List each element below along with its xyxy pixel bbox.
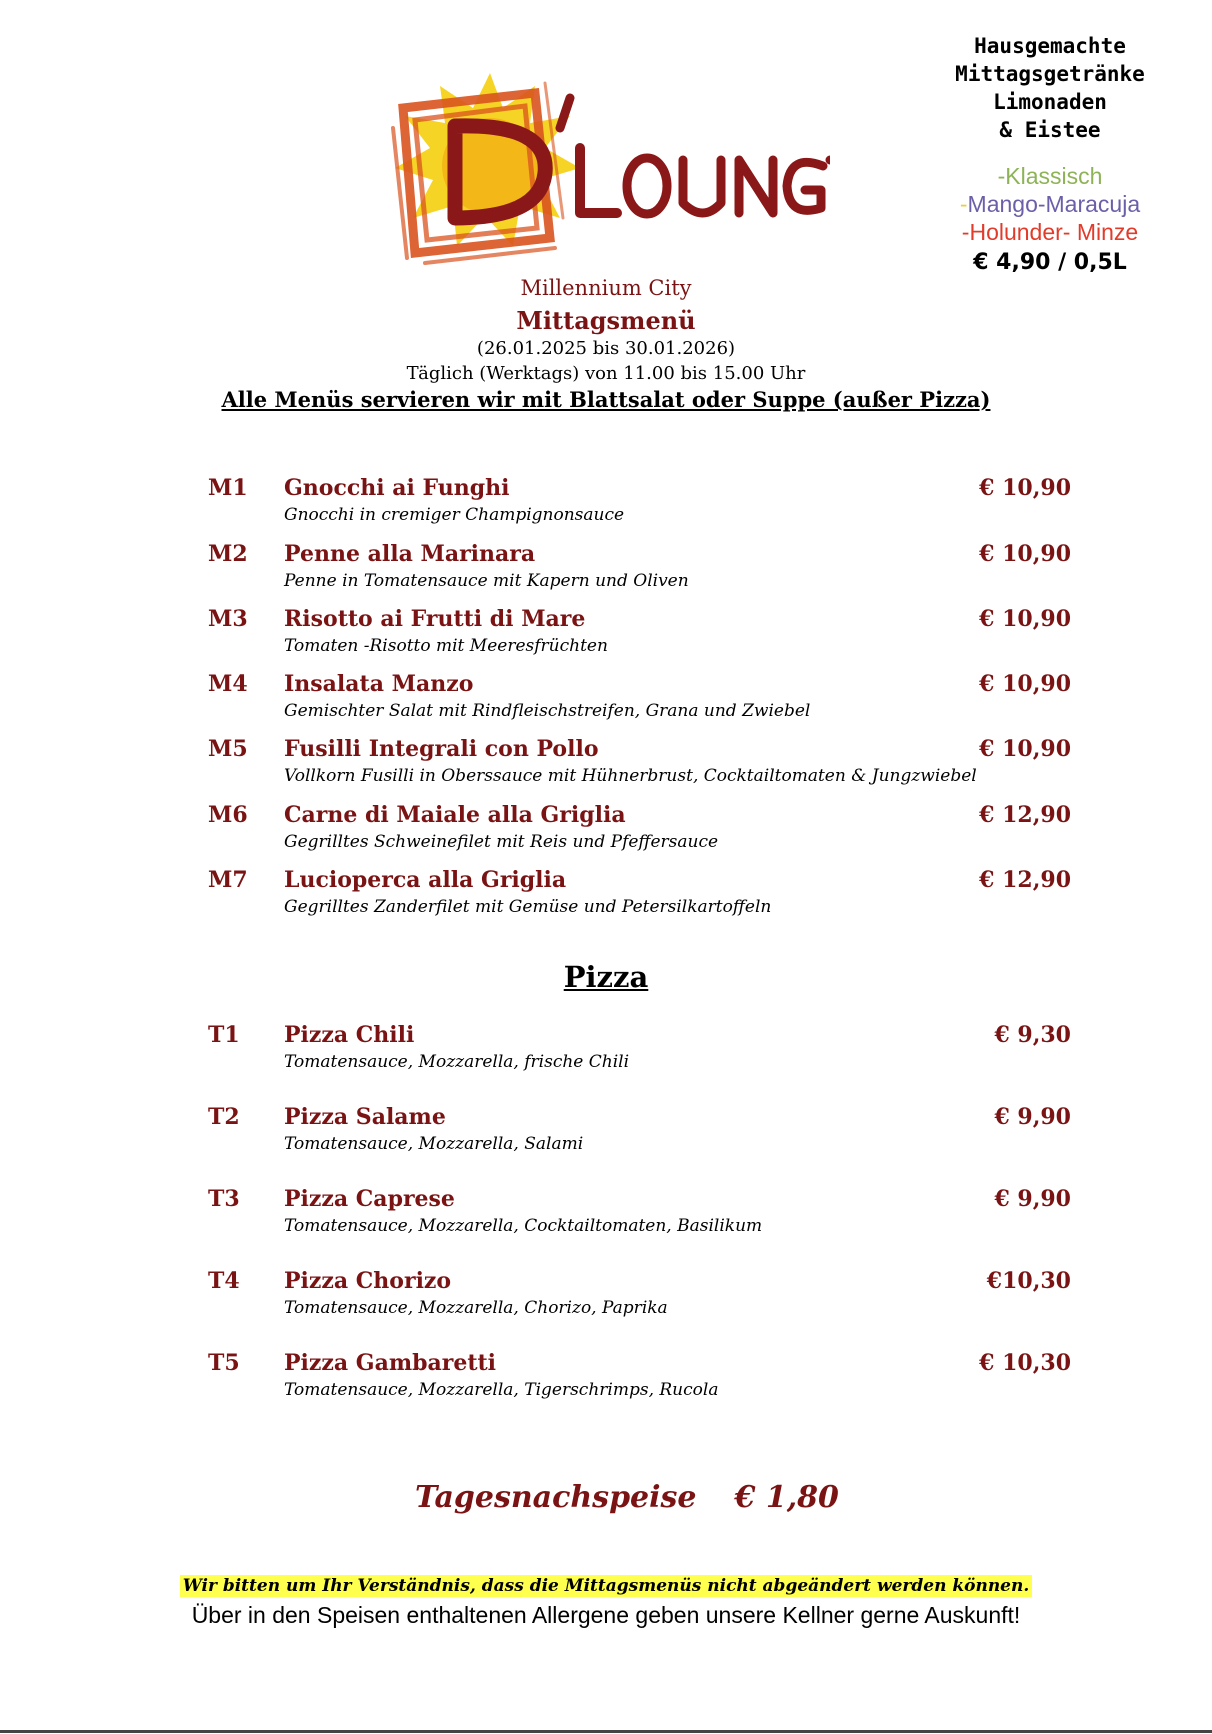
dessert-label: Tagesnachspeise (415, 1480, 697, 1515)
pizza-item-name: Pizza Chorizo (284, 1268, 452, 1294)
drinks-box (900, 32, 1200, 275)
menu-item-code: M5 (208, 736, 248, 762)
pizza-item (205, 1268, 1075, 1328)
menu-item-code: M1 (208, 475, 248, 501)
menu-item (205, 867, 1075, 927)
dessert-price: € 1,80 (734, 1480, 839, 1515)
menu-note: Alle Menüs servieren wir mit Blattsalat oder Suppe (außer Pizza) (221, 387, 991, 412)
dessert-line (415, 1480, 839, 1515)
menu-item (205, 736, 1075, 796)
drink-flavor-holunder: -Holunder- Minze (961, 219, 1139, 245)
pizza-item-description: Tomatensauce, Mozzarella, frische Chili (284, 1052, 630, 1072)
pizza-item (205, 1186, 1075, 1246)
pizza-item-name: Pizza Salame (284, 1104, 446, 1130)
menu-item-code: M2 (208, 541, 248, 567)
menu-item-code: M6 (208, 802, 248, 828)
menu-item-description: Gegrilltes Zanderfilet mit Gemüse und Petersilkartoffeln (284, 897, 772, 917)
bottom-divider (0, 1730, 1212, 1733)
pizza-item-name: Pizza Gambaretti (284, 1350, 497, 1376)
menu-item-price: € 12,90 (979, 867, 1071, 893)
pizza-item-description: Tomatensauce, Mozzarella, Cocktailtomaten, Basilikum (284, 1216, 763, 1236)
menu-item-name: Penne alla Marinara (284, 541, 536, 567)
drink-flavor-mango (900, 190, 1200, 218)
menu-item-price: € 10,90 (979, 541, 1071, 567)
menu-item-description: Vollkorn Fusilli in Oberssauce mit Hühnerbrust, Cocktailtomaten & Jungzwiebel (284, 766, 977, 786)
drinks-price: € 4,90 / 0,5L (973, 250, 1127, 275)
pizza-item (205, 1022, 1075, 1082)
dlounge-logo (385, 68, 830, 273)
page-title: Mittagsmenü (516, 306, 696, 335)
menu-item (205, 606, 1075, 666)
location-subtitle: Millennium City (520, 276, 692, 300)
menu-item (205, 475, 1075, 535)
menu-item-price: € 12,90 (979, 802, 1071, 828)
allergen-info: Über in den Speisen enthaltenen Allergene geben unsere Kellner gerne Auskunft! (191, 1602, 1021, 1628)
menu-item (205, 671, 1075, 731)
pizza-item-code: T5 (208, 1350, 240, 1376)
menu-item (205, 541, 1075, 601)
pizza-item-code: T2 (208, 1104, 240, 1130)
pizza-item-code: T4 (208, 1268, 240, 1294)
drink-flavor-mango-label: Mango-Maracuja (967, 191, 1141, 217)
menu-item-price: € 10,90 (979, 671, 1071, 697)
menu-item-code: M4 (208, 671, 248, 697)
menu-item-code: M3 (208, 606, 248, 632)
menu-item-name: Carne di Maiale alla Griglia (284, 802, 626, 828)
pizza-item-price: € 9,30 (994, 1022, 1071, 1048)
menu-item (205, 802, 1075, 862)
drinks-title-line-1: Hausgemachte (974, 34, 1126, 58)
drink-flavor-klassisch: -Klassisch (997, 163, 1103, 189)
pizza-item (205, 1104, 1075, 1164)
opening-hours: Täglich (Werktags) von 11.00 bis 15.00 Uhr (406, 363, 806, 384)
menu-item-price: € 10,90 (979, 606, 1071, 632)
no-changes-notice-text: Wir bitten um Ihr Verständnis, dass die Mittagsmenüs nicht abgeändert werden können. (180, 1575, 1033, 1597)
pizza-item-description: Tomatensauce, Mozzarella, Salami (284, 1134, 584, 1154)
menu-item-name: Insalata Manzo (284, 671, 474, 697)
pizza-item-price: € 9,90 (994, 1186, 1071, 1212)
pizza-item-price: € 9,90 (994, 1104, 1071, 1130)
pizza-item-price: € 10,30 (979, 1350, 1071, 1376)
pizza-item-code: T1 (208, 1022, 240, 1048)
menu-item-description: Gemischter Salat mit Rindfleischstreifen, Grana und Zwiebel (284, 701, 811, 721)
menu-item-description: Penne in Tomatensauce mit Kapern und Oliven (284, 571, 689, 591)
menu-item-description: Gnocchi in cremiger Champignonsauce (284, 505, 625, 525)
drinks-title-line-3: Limonaden (993, 90, 1107, 114)
drink-flavor-mango-dash: - (959, 191, 968, 217)
pizza-item-price: €10,30 (986, 1268, 1071, 1294)
menu-item-name: Risotto ai Frutti di Mare (284, 606, 586, 632)
pizza-item-description: Tomatensauce, Mozzarella, Chorizo, Paprika (284, 1298, 668, 1318)
date-range: (26.01.2025 bis 30.01.2026) (476, 338, 736, 359)
no-changes-notice (0, 1576, 1212, 1596)
menu-item-description: Gegrilltes Schweinefilet mit Reis und Pfeffersauce (284, 832, 719, 852)
menu-item-description: Tomaten -Risotto mit Meeresfrüchten (284, 636, 608, 656)
drinks-title-line-2: Mittagsgetränke (955, 62, 1145, 86)
pizza-item-code: T3 (208, 1186, 240, 1212)
menu-item-name: Lucioperca alla Griglia (284, 867, 567, 893)
menu-item-price: € 10,90 (979, 736, 1071, 762)
pizza-heading: Pizza (563, 960, 649, 994)
menu-item-name: Gnocchi ai Funghi (284, 475, 510, 501)
menu-item-price: € 10,90 (979, 475, 1071, 501)
pizza-item-name: Pizza Caprese (284, 1186, 455, 1212)
pizza-item-description: Tomatensauce, Mozzarella, Tigerschrimps, Rucola (284, 1380, 719, 1400)
drinks-title-line-4: & Eistee (999, 118, 1101, 142)
menu-item-code: M7 (208, 867, 248, 893)
pizza-item-name: Pizza Chili (284, 1022, 415, 1048)
pizza-item (205, 1350, 1075, 1410)
menu-item-name: Fusilli Integrali con Pollo (284, 736, 599, 762)
